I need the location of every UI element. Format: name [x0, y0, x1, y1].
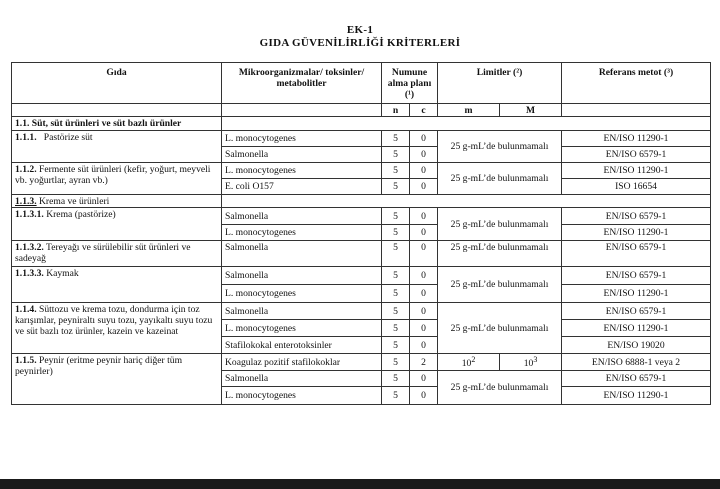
reference-cell: EN/ISO 6579-1 — [562, 303, 711, 320]
n-cell: 5 — [382, 208, 410, 225]
c-cell: 0 — [410, 208, 438, 225]
reference-cell: EN/ISO 11290-1 — [562, 320, 711, 337]
reference-cell: EN/ISO 11290-1 — [562, 131, 711, 147]
food-cell: 1.1.4. Süttozu ve krema tozu, dondurma için toz karışımlar, peyniraltı suyu tozu, yayıkaltı suyu tozu ve süt bazlı toz ürünler, kazein ve kazeinat — [12, 303, 222, 354]
n-cell: 5 — [382, 371, 410, 387]
c-cell: 0 — [410, 371, 438, 387]
reference-cell: EN/ISO 11290-1 — [562, 387, 711, 405]
c-cell: 0 — [410, 225, 438, 241]
reference-cell: ISO 16654 — [562, 179, 711, 195]
col-header-limitler: Limitler (²) — [438, 63, 562, 104]
c-cell: 0 — [410, 320, 438, 337]
blank-cell — [222, 195, 711, 208]
c-cell: 2 — [410, 354, 438, 371]
c-cell: 0 — [410, 267, 438, 285]
n-cell: 5 — [382, 387, 410, 405]
micro-cell: Salmonella — [222, 241, 382, 267]
n-cell: 5 — [382, 163, 410, 179]
col-header-referans: Referans metot (³) — [562, 63, 711, 104]
col-header-gida: Gıda — [12, 63, 222, 104]
n-cell: 5 — [382, 320, 410, 337]
m-limit-cell: $10^2$ — [438, 354, 500, 371]
food-cell: 1.1.3.1. Krema (pastörize) — [12, 208, 222, 241]
limit-cell: 25 g-mL’de bulunmamalı — [438, 131, 562, 163]
micro-cell: L. monocytogenes — [222, 225, 382, 241]
reference-cell: EN/ISO 6579-1 — [562, 241, 711, 267]
food-cell: 1.1.5. Peynir (eritme peynir hariç diğer tüm peynirler) — [12, 354, 222, 405]
food-cell: 1.1.1. Pastörize süt — [12, 131, 222, 163]
n-cell: 5 — [382, 267, 410, 285]
micro-cell: L. monocytogenes — [222, 163, 382, 179]
n-cell: 5 — [382, 354, 410, 371]
col-header-c: c — [410, 104, 438, 117]
food-cell: 1.1.2. Fermente süt ürünleri (kefir, yoğurt, meyveli vb. yoğurtlar, ayran vb.) — [12, 163, 222, 195]
c-cell: 0 — [410, 241, 438, 267]
micro-cell: Salmonella — [222, 208, 382, 225]
blank-cell — [222, 117, 711, 131]
micro-cell: E. coli O157 — [222, 179, 382, 195]
col-header-M: M — [500, 104, 562, 117]
M-limit-cell: $10^3$ — [500, 354, 562, 371]
micro-cell: Stafilokokal enterotoksinler — [222, 337, 382, 354]
reference-cell: EN/ISO 6579-1 — [562, 371, 711, 387]
food-cell: 1.1.3.3. Kaymak — [12, 267, 222, 303]
c-cell: 0 — [410, 147, 438, 163]
c-cell: 0 — [410, 337, 438, 354]
n-cell: 5 — [382, 131, 410, 147]
micro-cell: L. monocytogenes — [222, 320, 382, 337]
blank-cell — [562, 104, 711, 117]
c-cell: 0 — [410, 303, 438, 320]
reference-cell: EN/ISO 19020 — [562, 337, 711, 354]
reference-cell: EN/ISO 6579-1 — [562, 267, 711, 285]
col-header-m: m — [438, 104, 500, 117]
micro-cell: Koagulaz pozitif stafilokoklar — [222, 354, 382, 371]
limit-cell: 25 g-mL’de bulunmamalı — [438, 303, 562, 354]
limit-cell: 25 g-mL’de bulunmamalı — [438, 241, 562, 267]
col-header-numune: Numune alma planı (¹) — [382, 63, 438, 104]
c-cell: 0 — [410, 285, 438, 303]
micro-cell: Salmonella — [222, 267, 382, 285]
n-cell: 5 — [382, 337, 410, 354]
c-cell: 0 — [410, 179, 438, 195]
col-header-micro: Mikroorganizmalar/ toksinler/ metabolitler — [222, 63, 382, 104]
n-cell: 5 — [382, 303, 410, 320]
n-cell: 5 — [382, 179, 410, 195]
food-cell: 1.1.3.2. Tereyağı ve sürülebilir süt ürünleri ve sadeyağ — [12, 241, 222, 267]
food-cell: 1.1.3. Krema ve ürünleri — [12, 195, 222, 208]
limit-cell: 25 g-mL’de bulunmamalı — [438, 267, 562, 303]
n-cell: 5 — [382, 147, 410, 163]
micro-cell: Salmonella — [222, 371, 382, 387]
blank-cell — [222, 104, 382, 117]
reference-cell: EN/ISO 11290-1 — [562, 163, 711, 179]
limit-cell: 25 g-mL’de bulunmamalı — [438, 371, 562, 405]
section-title: 1.1. Süt, süt ürünleri ve süt bazlı ürünler — [12, 117, 222, 131]
reference-cell: EN/ISO 11290-1 — [562, 285, 711, 303]
n-cell: 5 — [382, 241, 410, 267]
micro-cell: L. monocytogenes — [222, 131, 382, 147]
reference-cell: EN/ISO 6579-1 — [562, 208, 711, 225]
col-header-n: n — [382, 104, 410, 117]
reference-cell: EN/ISO 6579-1 — [562, 147, 711, 163]
limit-cell: 25 g-mL’de bulunmamalı — [438, 163, 562, 195]
page-bottom-bar — [0, 479, 720, 489]
reference-cell: EN/ISO 6888-1 veya 2 — [562, 354, 711, 371]
c-cell: 0 — [410, 163, 438, 179]
micro-cell: L. monocytogenes — [222, 387, 382, 405]
blank-cell — [12, 104, 222, 117]
document-title: GIDA GÜVENİLİRLİĞİ KRİTERLERİ — [259, 37, 461, 49]
n-cell: 5 — [382, 285, 410, 303]
reference-cell: EN/ISO 11290-1 — [562, 225, 711, 241]
c-cell: 0 — [410, 387, 438, 405]
limit-cell: 25 g-mL’de bulunmamalı — [438, 208, 562, 241]
c-cell: 0 — [410, 131, 438, 147]
micro-cell: L. monocytogenes — [222, 285, 382, 303]
micro-cell: Salmonella — [222, 303, 382, 320]
criteria-table — [11, 62, 711, 405]
annex-label: EK-1 — [346, 24, 374, 36]
n-cell: 5 — [382, 225, 410, 241]
micro-cell: Salmonella — [222, 147, 382, 163]
